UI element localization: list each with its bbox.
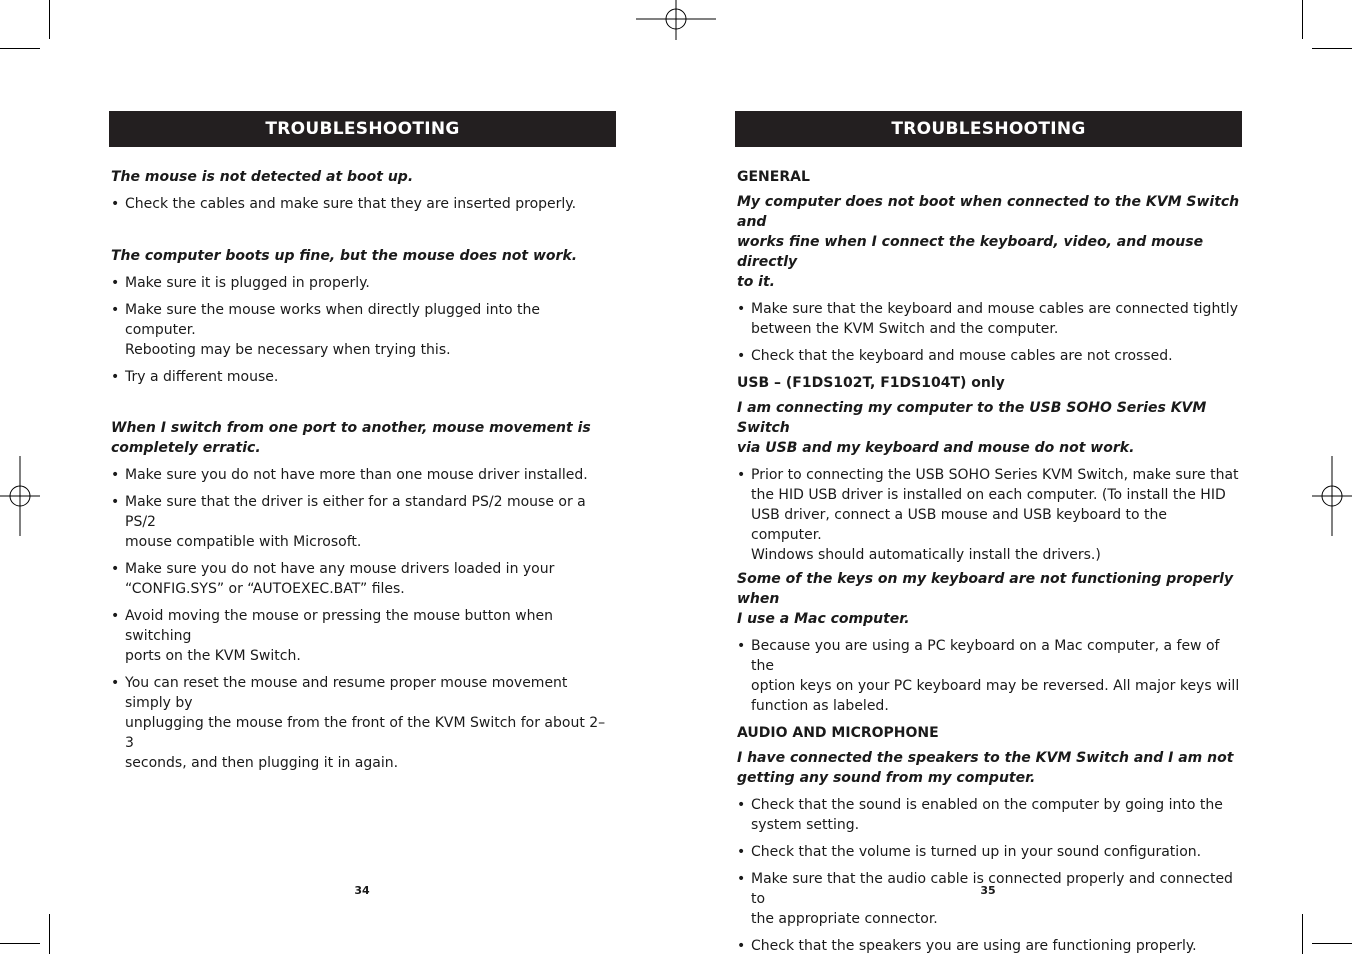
question-heading: My computer does not boot when connected to the KVM Switch and works fine when I connect the keyboard, video, and mouse directly to it. <box>737 194 1240 290</box>
crop-mark <box>1312 48 1352 49</box>
registration-mark-right <box>1312 456 1352 536</box>
bullet-item: • Make sure the mouse works when directly plugged into the computer. Rebooting may be necessary when trying this. <box>111 300 614 360</box>
page-content <box>735 167 1242 956</box>
crop-mark <box>1302 0 1303 39</box>
bullet-item: • Check that the speakers you are using are functioning properly. <box>737 936 1240 956</box>
section-banner: TROUBLESHOOTING <box>109 111 616 147</box>
page-number: 34 <box>354 884 370 897</box>
bullet-item: • Because you are using a PC keyboard on a Mac computer, a few of the option keys on your PC keyboard may be reversed. All major keys will function as labeled. <box>737 636 1240 716</box>
crop-mark <box>49 914 50 954</box>
crop-mark <box>49 0 50 39</box>
bullet-item: • You can reset the mouse and resume proper mouse movement simply by unplugging the mouse from the front of the KVM Switch for about 2–3 seconds, and then plugging it in again. <box>111 673 614 773</box>
section-heading: USB – (F1DS102T, F1DS104T) only <box>737 375 1005 391</box>
right-page <box>735 111 1242 956</box>
bullet-item: • Prior to connecting the USB SOHO Series KVM Switch, make sure that the HID USB driver is installed on each computer. (To install the HID USB driver, connect a USB mouse and USB keyboard to the computer. Windows should automatically install the drivers.) <box>737 465 1240 565</box>
bullet-item: • Make sure that the driver is either for a standard PS/2 mouse or a PS/2 mouse compatible with Microsoft. <box>111 492 614 552</box>
section-banner: TROUBLESHOOTING <box>735 111 1242 147</box>
bullet-item: • Make sure that the keyboard and mouse cables are connected tightly between the KVM Switch and the computer. <box>737 299 1240 339</box>
bullet-item: • Try a different mouse. <box>111 367 614 387</box>
bullet-item: • Check that the volume is turned up in your sound configuration. <box>737 842 1240 862</box>
crop-mark <box>1302 914 1303 954</box>
registration-mark-left <box>0 456 40 536</box>
question-heading: The computer boots up fine, but the mouse does not work. <box>111 248 578 264</box>
question-heading: The mouse is not detected at boot up. <box>111 169 414 185</box>
page-number: 35 <box>980 884 996 897</box>
bullet-item: • Check that the keyboard and mouse cables are not crossed. <box>737 346 1240 366</box>
question-heading: Some of the keys on my keyboard are not functioning properly when I use a Mac computer. <box>737 571 1234 627</box>
section-heading: GENERAL <box>737 169 810 185</box>
bullet-item: • Check the cables and make sure that they are inserted properly. <box>111 194 614 214</box>
section-heading: AUDIO AND MICROPHONE <box>737 725 939 741</box>
question-heading: When I switch from one port to another, mouse movement is completely erratic. <box>111 420 591 456</box>
bullet-item: • Make sure you do not have any mouse drivers loaded in your “CONFIG.SYS” or “AUTOEXEC.BAT” files. <box>111 559 614 599</box>
page-content <box>109 167 616 773</box>
question-heading: I have connected the speakers to the KVM Switch and I am not getting any sound from my computer. <box>737 750 1234 786</box>
bullet-item: • Make sure that the audio cable is connected properly and connected to the appropriate connector. <box>737 869 1240 929</box>
bullet-item: • Avoid moving the mouse or pressing the mouse button when switching ports on the KVM Switch. <box>111 606 614 666</box>
crop-mark <box>1312 943 1352 944</box>
crop-mark <box>0 48 40 49</box>
bullet-item: • Check that the sound is enabled on the computer by going into the system setting. <box>737 795 1240 835</box>
bullet-item: • Make sure it is plugged in properly. <box>111 273 614 293</box>
registration-mark-top <box>636 0 716 40</box>
crop-mark <box>0 943 40 944</box>
bullet-item: • Make sure you do not have more than one mouse driver installed. <box>111 465 614 485</box>
left-page <box>109 111 616 773</box>
question-heading: I am connecting my computer to the USB SOHO Series KVM Switch via USB and my keyboard and mouse do not work. <box>737 400 1207 456</box>
